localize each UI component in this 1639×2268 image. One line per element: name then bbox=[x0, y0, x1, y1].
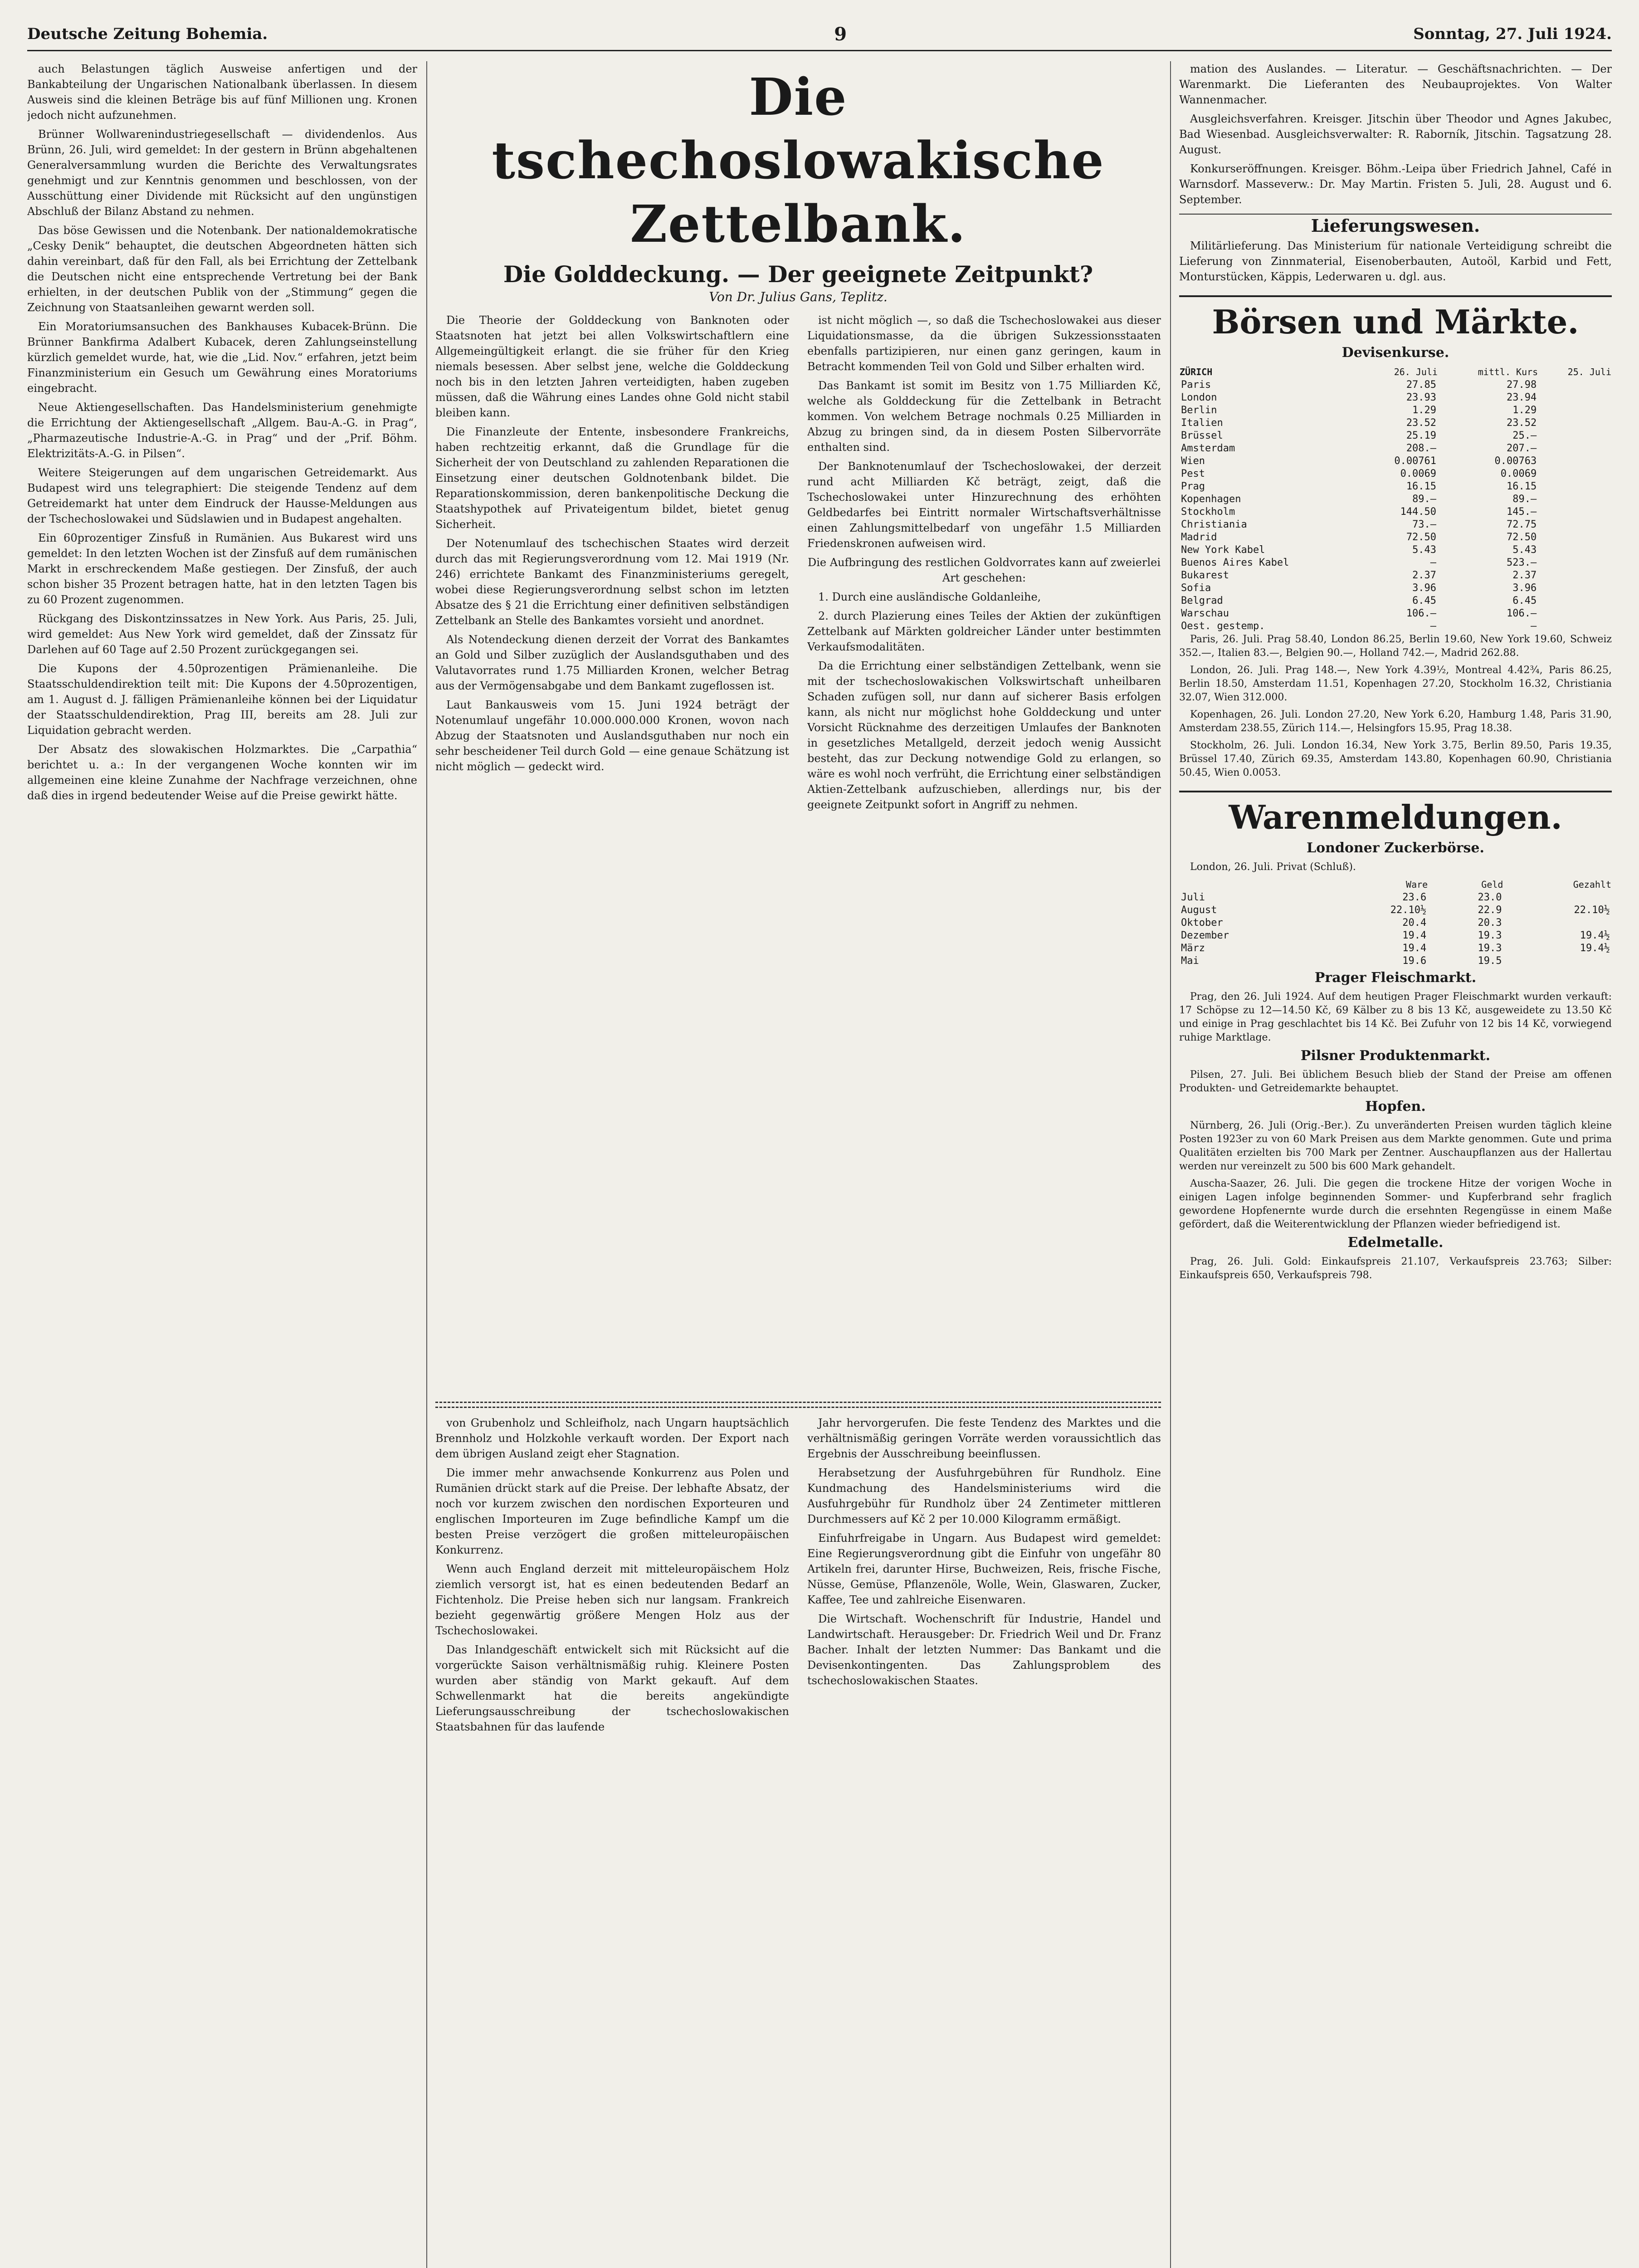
zucker-header: Geld bbox=[1481, 879, 1503, 890]
left-paragraph: Rückgang des Diskontzinssatzes in New York. Aus Paris, 25. Juli, wird gemeldet: Aus New York wird gemeldet, daß der Zinssatz für Darlehen auf 60 Tage auf 2.50 Prozent zurückgegangen sei. bbox=[27, 612, 417, 656]
rates-cell: 73.— bbox=[1412, 519, 1437, 530]
rates-header: 25. Juli bbox=[1567, 367, 1611, 377]
rates-cell: Stockholm bbox=[1181, 506, 1235, 518]
zucker-row bbox=[1179, 904, 1612, 917]
zucker-cell: 22.9 bbox=[1478, 904, 1502, 916]
zucker-cell: Juli bbox=[1181, 892, 1205, 903]
lower-column-2 bbox=[807, 1415, 1161, 2268]
zucker-row bbox=[1179, 917, 1612, 929]
left-column bbox=[27, 61, 417, 2268]
rates-cell: 5.43 bbox=[1412, 544, 1437, 556]
rates-cell: 16.15 bbox=[1406, 481, 1437, 492]
section-title-waren: Warenmeldungen. bbox=[1179, 791, 1612, 838]
market-report: Kopenhagen, 26. Juli. London 27.20, New York 6.20, Hamburg 1.48, Paris 31.90, Amsterdam 238.55, Zürich 114.—, Helsingfors 15.95, Prag 18.38. bbox=[1179, 709, 1612, 734]
newspaper-page bbox=[27, 18, 1612, 2268]
rates-cell: 89.— bbox=[1412, 494, 1437, 505]
left-paragraph: Neue Aktiengesellschaften. Das Handelsministerium genehmigte die Errichtung der Aktiengesellschaft „Allgem. Bau-A.-G. in Prag“, „Pharmazeutische Industrie-A.-G. in Prag“ und der „Prif. Böhm. Elektrizitäts-A.-G. in Pilsen“. bbox=[27, 401, 417, 460]
article-paragraph: Laut Bankausweis vom 15. Juni 1924 beträgt der Notenumlauf ungefähr 10.000.000.000 Kronen, wovon nach Abzug der Staatsnoten und Auslandsguthaben nur noch ein sehr bescheidener Teil durch Gold — eine genaue Schätzung ist nicht möglich — gedeckt wird. bbox=[435, 699, 789, 773]
rates-row bbox=[1179, 557, 1612, 569]
rates-cell: New York Kabel bbox=[1181, 544, 1265, 556]
rates-row bbox=[1179, 442, 1612, 455]
article-paragraph: Die Aufbringung des restlichen Goldvorrates kann auf zweierlei Art geschehen: bbox=[807, 556, 1161, 584]
zucker-cell: 20.3 bbox=[1478, 917, 1502, 929]
rates-row bbox=[1179, 391, 1612, 404]
header-masthead: Deutsche Zeitung Bohemia. bbox=[27, 25, 268, 43]
zucker-cell: März bbox=[1181, 943, 1205, 954]
article-subhead: Die Golddeckung. — Der geeignete Zeitpunkt? bbox=[503, 261, 1093, 288]
zucker-cell: Oktober bbox=[1181, 917, 1223, 929]
metall-text: Prag, 26. Juli. Gold: Einkaufspreis 21.107, Verkaufspreis 23.763; Silber: Einkaufspreis 650, Verkaufspreis 798. bbox=[1179, 1256, 1612, 1281]
rates-cell: Oest. gestemp. bbox=[1181, 621, 1265, 632]
rates-cell: 72.75 bbox=[1506, 519, 1537, 530]
left-paragraph: Ein 60prozentiger Zinsfuß in Rumänien. Aus Bukarest wird uns gemeldet: In den letzten Wochen ist der Zinsfuß auf dem rumänischen Markt in erschreckendem Maße gestiegen. Der Zinsfuß, der auch schon bisher 35 Prozent betragen hatte, hat in den letzten Tagen bis zu 60 Prozent zugenommen. bbox=[27, 532, 417, 606]
pilsen-text: Pilsen, 27. Juli. Bei üblichem Besuch blieb der Stand der Preise am offenen Produkten- und Getreidemarkte behauptet. bbox=[1179, 1069, 1612, 1094]
section-title-lieferung: Lieferungswesen. bbox=[1179, 214, 1612, 234]
market-report: Paris, 26. Juli. Prag 58.40, London 86.25, Berlin 19.60, New York 19.60, Schweiz 352.—, Italien 83.—, Belgien 90.—, Holland 742.—, Madrid 262.88. bbox=[1179, 634, 1612, 659]
lower-paragraph: Jahr hervorgerufen. Die feste Tendenz des Marktes und die verhältnismäßig geringen Vorräte werden voraussichtlich das Ergebnis der Ausschreibung beeinflussen. bbox=[807, 1417, 1161, 1460]
rates-cell: 1.29 bbox=[1512, 405, 1537, 416]
lower-paragraph: von Grubenholz und Schleifholz, nach Ungarn hauptsächlich Brennholz und Holzkohle verkauft worden. Der Export nach dem übrigen Ausland zeigt eher Stagnation. bbox=[435, 1417, 789, 1460]
main-article bbox=[435, 61, 1161, 1551]
rates-row bbox=[1179, 417, 1612, 430]
lower-paragraph: Die immer mehr anwachsende Konkurrenz aus Polen und Rumänien drückt stark auf die Preise. Der lebhafte Absatz, der noch vor kurzem zwischen den nordischen Exporteuren und englischen Importeuren im Zuge befindliche Kampf um die besten Preise verzögert die großen mitteleuropäischen Konkurrenz. bbox=[435, 1466, 789, 1556]
zucker-header: Ware bbox=[1406, 879, 1428, 890]
rates-cell: Sofia bbox=[1181, 582, 1211, 594]
rates-row bbox=[1179, 468, 1612, 480]
zucker-cell bbox=[1503, 917, 1612, 929]
zucker-cell: 19.3 bbox=[1478, 930, 1502, 941]
rates-table bbox=[1179, 365, 1612, 633]
rates-row bbox=[1179, 595, 1612, 607]
section-title-pilsen: Pilsner Produktenmarkt. bbox=[1300, 1048, 1491, 1064]
left-paragraph: Weitere Steigerungen auf dem ungarischen Getreidemarkt. Aus Budapest wird uns telegraphiert: Die steigende Tendenz auf dem Getreidemarkt hat unter dem Eindruck der Hausse-Meldungen aus der Tschechoslowakei und Südslawien und in Budapest angehalten. bbox=[27, 466, 417, 525]
article-column-1 bbox=[435, 313, 789, 1551]
rates-cell: 0.0069 bbox=[1500, 468, 1537, 479]
rates-cell: 23.52 bbox=[1506, 417, 1537, 429]
left-paragraph: Brünner Wollwarenindustriegesellschaft — dividendenlos. Aus Brünn, 26. Juli, wird gemeldet: In der gestern in Brünn abgehaltenen Generalversammlung wurden die Berichte des Verwaltungsrates genehmigt und zur Kenntnis genommen und beschlossen, von der Ausschüttung einer Dividende mit Rücksicht auf den ungünstigen Abschluß der Bilanz Abstand zu nehmen. bbox=[27, 128, 417, 218]
rates-cell: Christiania bbox=[1181, 519, 1247, 530]
zucker-cell: 19.5 bbox=[1478, 955, 1502, 967]
rates-cell: 23.93 bbox=[1406, 392, 1437, 403]
zucker-cell: 22.10½ bbox=[1574, 904, 1610, 916]
left-paragraph: Die Kupons der 4.50prozentigen Prämienanleihe. Die Staatsschuldendirektion teilt mit: Die Kupons der 4.50prozentigen, am 1. August d. J. fälligen Prämienanleihe können bei der Liquidatur der Staatsschuldendirektion, Prag III, bereits am 28. Juli zur Liquidation gebracht werden. bbox=[27, 662, 417, 737]
rates-header: 26. Juli bbox=[1394, 367, 1438, 377]
rates-cell: 27.98 bbox=[1506, 379, 1537, 391]
rates-cell: 72.50 bbox=[1506, 532, 1537, 543]
rates-cell: — bbox=[1430, 621, 1437, 632]
rates-row bbox=[1179, 455, 1612, 468]
column-rule bbox=[1170, 61, 1171, 2268]
rates-cell: Brüssel bbox=[1181, 430, 1223, 441]
article-paragraph: ist nicht möglich —, so daß die Tschechoslowakei aus dieser Liquidationsmasse, da die übrigen Sukzessionsstaaten ebenfalls partizipieren, nur einen ganz geringen, kaum in Betracht kommenden Teil von Gold und Silber erhalten wird. bbox=[807, 314, 1161, 373]
section-title-hopfen: Hopfen. bbox=[1365, 1099, 1426, 1114]
rates-cell: Amsterdam bbox=[1181, 443, 1235, 454]
article-column-2 bbox=[807, 313, 1161, 1551]
rates-row bbox=[1179, 518, 1612, 531]
zucker-cell: 23.6 bbox=[1402, 892, 1427, 903]
rates-cell: 2.37 bbox=[1512, 570, 1537, 581]
rates-cell: Bukarest bbox=[1181, 570, 1229, 581]
left-paragraph: auch Belastungen täglich Ausweise anfertigen und der Bankabteilung der Ungarischen Nationalbank überlassen. In diesem Ausweis sind die kleinen Beträge bis auf fünf Millionen ung. Kronen jedoch nicht aufzunehmen. bbox=[27, 63, 417, 122]
zucker-header: Gezahlt bbox=[1573, 879, 1611, 890]
rates-cell: Wien bbox=[1181, 455, 1205, 467]
article-paragraph: Das Bankamt ist somit im Besitz von 1.75 Milliarden Kč, welche als Golddeckung für die Zettelbank in Betracht kommen. Von welchem Betrage nochmals 0.25 Milliarden in Abzug zu bringen sind, da in diesem Posten Silbervorräte enthalten sind. bbox=[807, 379, 1161, 454]
rates-cell: 27.85 bbox=[1406, 379, 1437, 391]
lower-paragraph: Einfuhrfreigabe in Ungarn. Aus Budapest wird gemeldet: Eine Regierungsverordnung gibt die Einfuhr von ungefähr 80 Artikeln frei, darunter Hirse, Buchweizen, Reis, frische Fische, Nüsse, Gemüse, Pflanzenöle, Wolle, Wein, Glaswaren, Zucker, Kaffee, Tee und zahlreiche Eisenwaren. bbox=[807, 1532, 1161, 1606]
section-title-boersen: Börsen und Märkte. bbox=[1179, 295, 1612, 342]
rates-header: mittl. Kurs bbox=[1478, 367, 1538, 377]
section-title-zucker: Londoner Zuckerbörse. bbox=[1307, 840, 1484, 856]
rates-row bbox=[1179, 531, 1612, 544]
rates-cell: 106.— bbox=[1406, 608, 1437, 619]
zucker-row bbox=[1179, 955, 1612, 968]
section-divider bbox=[435, 1402, 1161, 1408]
zucker-cell bbox=[1503, 891, 1612, 904]
rates-cell: Warschau bbox=[1181, 608, 1229, 619]
rates-row bbox=[1179, 569, 1612, 582]
rates-cell: 0.00761 bbox=[1394, 455, 1437, 467]
article-headline: Die tschechoslowakische Zettelbank. bbox=[492, 68, 1105, 254]
rates-row bbox=[1179, 620, 1612, 633]
rates-row bbox=[1179, 480, 1612, 493]
lower-paragraph: Herabsetzung der Ausfuhrgebühren für Rundholz. Eine Kundmachung des Handelsministeriums wird die Ausfuhrgebühr für Rundholz über 24 Zentimeter mittleren Durchmessers auf Kč 2 per 10.000 Kilogramm ermäßigt. bbox=[807, 1466, 1161, 1525]
rates-cell: 207.— bbox=[1506, 443, 1537, 454]
zucker-cell: 20.4 bbox=[1402, 917, 1427, 929]
rates-row bbox=[1179, 404, 1612, 417]
lower-paragraph: Die Wirtschaft. Wochenschrift für Industrie, Handel und Landwirtschaft. Herausgeber: Dr. Friedrich Weil und Dr. Franz Bacher. Inhalt der letzten Nummer: Das Bankamt und die Devisenkontingenten. Das Zahlungsproblem des tschechoslowakischen Staates. bbox=[807, 1613, 1161, 1687]
rates-row bbox=[1179, 544, 1612, 557]
page-number: 9 bbox=[834, 23, 847, 45]
rates-cell: Belgrad bbox=[1181, 595, 1223, 606]
zucker-row bbox=[1179, 942, 1612, 955]
rates-cell: Prag bbox=[1181, 481, 1205, 492]
rates-cell: London bbox=[1181, 392, 1217, 403]
zucker-cell: 19.6 bbox=[1402, 955, 1427, 967]
article-body bbox=[435, 313, 1161, 1551]
section-title-fleisch: Prager Fleischmarkt. bbox=[1314, 970, 1477, 986]
article-paragraph: Als Notendeckung dienen derzeit der Vorrat des Bankamtes an Gold und Silber zuzüglich der Auslandsguthaben und des Valutavorrates rund 1.75 Milliarden Kronen, welcher Betrag aus der Vermögensabgabe und dem Bankamt zugeflossen ist. bbox=[435, 633, 789, 692]
rates-cell: 6.45 bbox=[1512, 595, 1537, 606]
rates-cell: 6.45 bbox=[1412, 595, 1437, 606]
right-paragraph: Ausgleichsverfahren. Kreisger. Jitschin über Theodor und Agnes Jakubec, Bad Wiesenbad. Ausgleichsverwalter: R. Raborník, Jitschin. Tagsatzung 28. August. bbox=[1179, 112, 1612, 156]
rates-cell: 106.— bbox=[1506, 608, 1537, 619]
rates-cell: 5.43 bbox=[1512, 544, 1537, 556]
right-paragraph: Konkurseröffnungen. Kreisger. Böhm.-Leipa über Friedrich Jahnel, Café in Warnsdorf. Masseverw.: Dr. May Martin. Fristen 5. Juli, 28. August und 6. September. bbox=[1179, 162, 1612, 206]
rates-cell: 523.— bbox=[1506, 557, 1537, 568]
rates-row bbox=[1179, 506, 1612, 518]
zucker-cell: 19.4½ bbox=[1580, 943, 1610, 954]
lieferung-text: Militärlieferung. Das Ministerium für nationale Verteidigung schreibt die Lieferung von Zinnmaterial, Eisenoberbauten, Autoöl, Karbid und Fett, Monturstücken, Käppis, Lederwaren u. dgl. aus. bbox=[1179, 240, 1612, 283]
rates-cell: 208.— bbox=[1406, 443, 1437, 454]
rates-cell: — bbox=[1530, 621, 1537, 632]
section-title-devisen: Devisenkurse. bbox=[1341, 345, 1449, 361]
lower-column-1 bbox=[435, 1415, 789, 2268]
right-column bbox=[1179, 61, 1612, 2268]
zucker-cell: 22.10½ bbox=[1390, 904, 1427, 916]
rates-row bbox=[1179, 582, 1612, 595]
rates-cell: Paris bbox=[1181, 379, 1211, 391]
rates-cell: 1.29 bbox=[1412, 405, 1437, 416]
article-paragraph: Die Finanzleute der Entente, insbesondere Frankreichs, haben rechtzeitig erkannt, daß die Grundlage für die Sicherheit der von Deutschland zu zahlenden Reparationen die Einsetzung einer deutschen Goldnotenbank bildet. Die Reparationskommission, deren bankenpolitische Deckung die Staatshypothek auf Privateigentum bildet, bietet genug Sicherheit. bbox=[435, 425, 789, 531]
lower-paragraph: Das Inlandgeschäft entwickelt sich mit Rücksicht auf die vorgerückte Saison verhältnismäßig ruhig. Kleinere Posten wurden aber ständig von Markt gekauft. Auf dem Schwellenmarkt hat die bereits angekündigte Lieferungsausschreibung der tschechoslowakischen Staatsbahnen für das laufende bbox=[435, 1643, 789, 1733]
rates-cell: Italien bbox=[1181, 417, 1223, 429]
hopfen-text: Nürnberg, 26. Juli (Orig.-Ber.). Zu unveränderten Preisen wurden täglich kleine Posten 1923er zu von 60 Mark Preisen aus dem Markte genommen. Gute und prima Qualitäten erzielten bis 700 Mark per Zentner. Auschaupflanzen aus der Hallertau werden nur vereinzelt zu 500 bis 600 Mark gehandelt. bbox=[1179, 1120, 1612, 1172]
market-report: London, 26. Juli. Prag 148.—, New York 4.39½, Montreal 4.42¾, Paris 86.25, Berlin 18.50, Amsterdam 11.51, Kopenhagen 27.20, Stockholm 16.32, Christiania 32.07, Wien 312.000. bbox=[1179, 665, 1612, 703]
rates-cell: Pest bbox=[1181, 468, 1205, 479]
rates-cell: — bbox=[1430, 557, 1437, 568]
zucker-table bbox=[1179, 878, 1612, 968]
zucker-header bbox=[1179, 878, 1320, 891]
zucker-cell: 19.4½ bbox=[1580, 930, 1610, 941]
rates-cell: 0.0069 bbox=[1400, 468, 1437, 479]
rates-cell: Buenos Aires Kabel bbox=[1181, 557, 1289, 568]
rates-row bbox=[1179, 493, 1612, 506]
saaz-text: Auscha-Saazer, 26. Juli. Die gegen die trockene Hitze der vorigen Woche in einigen Lagen infolge beginnenden Sommer- und Kupferbrand sehr fraglich gewordene Hopfenernte wurde durch die ersehnten Regengüsse in einem Maße gefördert, daß die Weiterentwicklung der Pflanzen wieder befriedigend ist. bbox=[1179, 1178, 1612, 1230]
article-paragraph: Der Notenumlauf des tschechischen Staates wird derzeit durch das mit Regierungsverordnung vom 12. Mai 1919 (Nr. 246) errichtete Bankamt des Finanzministeriums geregelt, wobei diese Regierungsverordnung selbst schon im letzten Absatze des § 21 die Errichtung einer definitiven selbständigen Zettelbank an Stelle des Bankamtes vorsieht und anordnet. bbox=[435, 537, 789, 627]
rates-cell: 25.19 bbox=[1406, 430, 1437, 441]
zucker-cell: 19.4 bbox=[1402, 943, 1427, 954]
rates-row bbox=[1179, 430, 1612, 442]
article-byline: Von Dr. Julius Gans, Teplitz. bbox=[709, 289, 888, 304]
rates-cell: 23.94 bbox=[1506, 392, 1537, 403]
header-date: Sonntag, 27. Juli 1924. bbox=[1413, 25, 1612, 43]
rates-row bbox=[1179, 379, 1612, 391]
rates-cell: Kopenhagen bbox=[1181, 494, 1241, 505]
rates-header-row bbox=[1179, 365, 1612, 379]
zucker-cell: Mai bbox=[1181, 955, 1199, 967]
rates-row bbox=[1179, 607, 1612, 620]
rates-cell: Madrid bbox=[1181, 532, 1217, 543]
running-header bbox=[27, 18, 1612, 51]
rates-header: ZÜRICH bbox=[1180, 367, 1213, 377]
zucker-cell: 19.4 bbox=[1402, 930, 1427, 941]
rates-cell: 25.— bbox=[1512, 430, 1537, 441]
section-title-metall: Edelmetalle. bbox=[1347, 1235, 1444, 1251]
rates-cell: 0.00763 bbox=[1494, 455, 1537, 467]
rates-cell: 16.15 bbox=[1506, 481, 1537, 492]
lower-articles bbox=[435, 1415, 1161, 2268]
article-paragraph: 2. durch Plazierung eines Teiles der Aktien der zukünftigen Zettelbank auf Märkten goldreicher Länder unter bestimmten Verkaufsmodalitäten. bbox=[807, 610, 1161, 653]
right-paragraph: mation des Auslandes. — Literatur. — Geschäftsnachrichten. — Der Warenmarkt. Die Lieferanten des Neubauprojektes. Von Walter Wannenmacher. bbox=[1179, 63, 1612, 106]
article-paragraph: Der Banknotenumlauf der Tschechoslowakei, der derzeit rund acht Milliarden Kč beträgt, zeigt, daß die Tschechoslowakei unter Hinzurechnung des erhöhten Geldbedarfes bei Eintritt normaler Wirtschaftsverhältnisse einen Zahlungsmittelbedarf von ungefähr 1.5 Milliarden Friedenskronen aufweisen wird. bbox=[807, 460, 1161, 550]
zucker-row bbox=[1179, 929, 1612, 942]
rates-cell: 144.50 bbox=[1400, 506, 1437, 518]
left-paragraph: Das böse Gewissen und die Notenbank. Der nationaldemokratische „Cesky Denik“ behauptet, die deutschen Abgeordneten hätten sich dahin vereinbart, daß für den Fall, als bei Errichtung der Zettelbank die Deutschen nicht eine entsprechende Vertretung bei der Bank erhielten, in der deutschen Publik von der „Stimmung“ gegen die Zeichnung von Staatsanleihen gewarnt werden soll. bbox=[27, 224, 417, 314]
article-paragraph: 1. Durch eine ausländische Goldanleihe, bbox=[818, 591, 1041, 603]
zucker-header-row bbox=[1179, 878, 1612, 891]
zucker-line: London, 26. Juli. Privat (Schluß). bbox=[1190, 861, 1356, 873]
rates-cell: 89.— bbox=[1512, 494, 1537, 505]
rates-cell: 72.50 bbox=[1406, 532, 1437, 543]
rates-cell: 3.96 bbox=[1412, 582, 1437, 594]
zucker-cell: August bbox=[1181, 904, 1217, 916]
article-paragraph: Die Theorie der Golddeckung von Banknoten oder Staatsnoten hat jetzt bei allen Volkswirtschaftlern eine Allgemeingültigkeit erlangt. die sie früher für den Krieg niemals besessen. Aber selbst jene, welche die Golddeckung noch bis in den letzten Jahren verteidigten, haben zugeben müssen, daß die Währung eines Landes ohne Gold nicht stabil bleiben kann. bbox=[435, 314, 789, 419]
rates-cell: 23.52 bbox=[1406, 417, 1437, 429]
left-paragraph: Der Absatz des slowakischen Holzmarktes. Die „Carpathia“ berichtet u. a.: In der vergangenen Woche konnten wir im allgemeinen eine kleine Zunahme der Nachfrage verzeichnen, ohne daß dies in irgend bedeutender Weise auf die Preise gewirkt hätte. bbox=[27, 743, 417, 802]
zucker-row bbox=[1179, 891, 1612, 904]
zucker-cell bbox=[1503, 955, 1612, 968]
rates-cell: 3.96 bbox=[1512, 582, 1537, 594]
market-report: Stockholm, 26. Juli. London 16.34, New York 3.75, Berlin 89.50, Paris 19.35, Brüssel 17.40, Zürich 69.35, Amsterdam 143.80, Kopenhagen 60.90, Christiania 50.45, Wien 0.0053. bbox=[1179, 740, 1612, 778]
rates-cell: 2.37 bbox=[1412, 570, 1437, 581]
lower-paragraph: Wenn auch England derzeit mit mitteleuropäischem Holz ziemlich versorgt ist, hat es einen bedeutenden Bedarf an Fichtenholz. Die Preise heben sich nur langsam. Frankreich bezieht gegenwärtig größere Mengen Holz aus der Tschechoslowakei. bbox=[435, 1563, 789, 1637]
rates-cell: Berlin bbox=[1181, 405, 1217, 416]
fleisch-text: Prag, den 26. Juli 1924. Auf dem heutigen Prager Fleischmarkt wurden verkauft: 17 Schöpse zu 12—14.50 Kč, 69 Kälber zu 8 bis 13 Kč, ausgeweidete zu 13.50 Kč und einige in Prag geschlachtet bis 14 Kč. Bei Zufuhr von 12 bis 14 Kč, vorwiegend ruhige Marktlage. bbox=[1179, 991, 1612, 1043]
article-paragraph: Da die Errichtung einer selbständigen Zettelbank, wenn sie mit der tschechoslowakischen Volkswirtschaft unheilbaren Schaden zufügen soll, nur dann auf sicherer Basis erfolgen kann, als nicht nur möglichst hohe Golddeckung und unter Vorsicht Rücknahme des derzeitigen Umlaufes der Banknoten in gesetzliches Metallgeld, derzeit jedoch wenig Aussicht besteht, das zur Deckung notwendige Gold zu erlangen, so wäre es wohl noch verfrüht, die Errichtung einer selbständigen Aktien-Zettelbank aufzuschieben, allerdings nur, bis der geeignete Zeitpunkt sofort in Angriff zu nehmen. bbox=[807, 660, 1161, 811]
zucker-cell: Dezember bbox=[1181, 930, 1229, 941]
zucker-cell: 23.0 bbox=[1478, 892, 1502, 903]
left-paragraph: Ein Moratoriumsansuchen des Bankhauses Kubacek-Brünn. Die Brünner Bankfirma Adalbert Kubacek, deren Zahlungseinstellung kürzlich gemeldet wurde, hat, wie die „Lid. Nov.“ erfahren, jetzt beim Finanzministerium ein Gesuch um Gewährung eines Moratoriums eingebracht. bbox=[27, 320, 417, 395]
zucker-cell: 19.3 bbox=[1478, 943, 1502, 954]
column-rule bbox=[426, 61, 427, 2268]
rates-cell: 145.— bbox=[1506, 506, 1537, 518]
